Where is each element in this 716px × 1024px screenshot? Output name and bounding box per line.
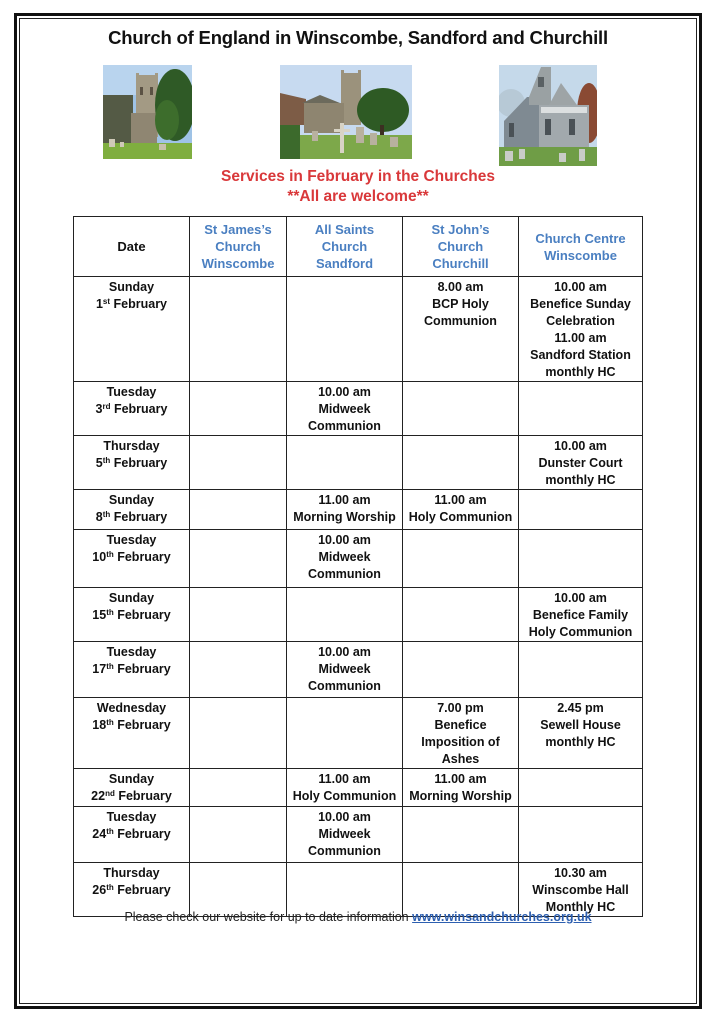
date bbox=[76, 882, 187, 899]
service-line: 10.00 am bbox=[318, 385, 371, 399]
date-cell bbox=[74, 436, 190, 490]
day-number: 1 bbox=[95, 297, 103, 311]
date bbox=[76, 661, 187, 678]
service-line: monthly HC bbox=[545, 473, 616, 487]
header-line: Church bbox=[215, 239, 261, 254]
services-table bbox=[73, 216, 643, 917]
date-cell bbox=[74, 277, 190, 382]
ordinal-suffix: rd bbox=[102, 402, 111, 411]
service-line: 11.00 am bbox=[318, 772, 371, 786]
date-cell bbox=[74, 863, 190, 917]
weekday: Sunday bbox=[108, 772, 155, 786]
header-line: Date bbox=[117, 239, 146, 254]
service-line: Morning Worship bbox=[293, 510, 396, 524]
service-line: Midweek bbox=[318, 550, 371, 564]
service-cell-all-saints-sandford bbox=[287, 530, 403, 588]
service-line: Benefice Sunday bbox=[530, 297, 631, 311]
service-cell-st-james-winscombe bbox=[190, 530, 287, 588]
date-cell bbox=[74, 642, 190, 698]
column-header-st-johns-churchill bbox=[403, 217, 519, 277]
service-cell-church-centre-winscombe bbox=[519, 807, 643, 863]
service-line: Dunster Court bbox=[538, 456, 623, 470]
month: February bbox=[113, 662, 171, 676]
month: February bbox=[113, 550, 171, 564]
weekday: Wednesday bbox=[96, 701, 167, 715]
date bbox=[76, 788, 187, 805]
service-line: Morning Worship bbox=[409, 789, 512, 803]
date bbox=[76, 607, 187, 624]
column-header-all-saints-sandford bbox=[287, 217, 403, 277]
service-line: Holy Communion bbox=[408, 510, 513, 524]
church-photo-st-johns bbox=[499, 65, 597, 166]
ordinal-suffix: th bbox=[106, 718, 114, 727]
service-cell-all-saints-sandford bbox=[287, 769, 403, 807]
service-line: 8.00 am bbox=[437, 280, 484, 294]
service-cell-st-james-winscombe bbox=[190, 698, 287, 769]
service-cell-st-johns-churchill bbox=[403, 436, 519, 490]
month: February bbox=[110, 402, 168, 416]
service-cell-st-johns-churchill bbox=[403, 769, 519, 807]
service-line: 10.00 am bbox=[554, 280, 607, 294]
service-cell-st-johns-churchill bbox=[403, 698, 519, 769]
header-line: Winscombe bbox=[544, 247, 617, 263]
ordinal-suffix: th bbox=[106, 883, 114, 892]
service-cell-church-centre-winscombe bbox=[519, 642, 643, 698]
header-line: St John’s bbox=[431, 222, 490, 237]
ordinal-suffix: th bbox=[106, 662, 114, 671]
day-number: 15 bbox=[92, 608, 107, 622]
weekday: Tuesday bbox=[106, 533, 157, 547]
ordinal-suffix: th bbox=[106, 608, 114, 617]
service-line: 10.00 am bbox=[318, 810, 371, 824]
table-row bbox=[74, 642, 643, 698]
date bbox=[76, 549, 187, 566]
date bbox=[76, 296, 187, 313]
date bbox=[76, 826, 187, 843]
service-cell-st-james-winscombe bbox=[190, 277, 287, 382]
table-row bbox=[74, 490, 643, 530]
table-row bbox=[74, 530, 643, 588]
service-cell-st-james-winscombe bbox=[190, 863, 287, 917]
service-cell-church-centre-winscombe bbox=[519, 863, 643, 917]
church-photo-all-saints bbox=[280, 65, 412, 159]
service-cell-all-saints-sandford bbox=[287, 490, 403, 530]
service-line: BCP Holy bbox=[432, 297, 489, 311]
service-cell-st-james-winscombe bbox=[190, 490, 287, 530]
service-cell-church-centre-winscombe bbox=[519, 530, 643, 588]
service-cell-all-saints-sandford bbox=[287, 588, 403, 642]
month: February bbox=[114, 789, 172, 803]
ordinal-suffix: nd bbox=[105, 789, 115, 798]
date-cell bbox=[74, 807, 190, 863]
weekday: Tuesday bbox=[106, 385, 157, 399]
service-line: 7.00 pm bbox=[437, 701, 484, 715]
service-line: Monthly HC bbox=[545, 900, 616, 914]
date-cell bbox=[74, 382, 190, 436]
service-cell-church-centre-winscombe bbox=[519, 588, 643, 642]
service-line: Winscombe Hall bbox=[532, 883, 629, 897]
service-line: Holy Communion bbox=[292, 789, 397, 803]
table-row bbox=[74, 698, 643, 769]
day-number: 24 bbox=[92, 827, 107, 841]
date bbox=[76, 455, 187, 472]
service-cell-st-johns-churchill bbox=[403, 382, 519, 436]
table-body bbox=[74, 277, 643, 917]
date-cell bbox=[74, 698, 190, 769]
footer-note bbox=[0, 910, 716, 924]
day-number: 17 bbox=[92, 662, 107, 676]
date-cell bbox=[74, 530, 190, 588]
service-cell-church-centre-winscombe bbox=[519, 769, 643, 807]
service-cell-st-johns-churchill bbox=[403, 277, 519, 382]
table-header-row bbox=[74, 217, 643, 277]
service-line: 10.00 am bbox=[318, 533, 371, 547]
table-row bbox=[74, 863, 643, 917]
header-line: Churchill bbox=[432, 256, 489, 271]
day-number: 10 bbox=[92, 550, 107, 564]
month: February bbox=[113, 718, 171, 732]
table-row bbox=[74, 382, 643, 436]
service-cell-all-saints-sandford bbox=[287, 863, 403, 917]
date-cell bbox=[74, 769, 190, 807]
service-line: Ashes bbox=[441, 752, 480, 766]
document-title: Church of England in Winscombe, Sandford and Churchill bbox=[108, 27, 608, 48]
ordinal-suffix: th bbox=[106, 550, 114, 559]
service-line: 11.00 am bbox=[434, 493, 487, 507]
service-cell-st-johns-churchill bbox=[403, 807, 519, 863]
service-cell-st-johns-churchill bbox=[403, 530, 519, 588]
service-line: 11.00 am bbox=[554, 331, 607, 345]
day-number: 22 bbox=[91, 789, 106, 803]
service-line: 10.00 am bbox=[554, 591, 607, 605]
service-cell-st-johns-churchill bbox=[403, 642, 519, 698]
service-cell-church-centre-winscombe bbox=[519, 698, 643, 769]
service-line: Sandford Station bbox=[530, 348, 631, 362]
weekday: Sunday bbox=[108, 591, 155, 605]
service-cell-all-saints-sandford bbox=[287, 436, 403, 490]
service-cell-church-centre-winscombe bbox=[519, 490, 643, 530]
service-cell-church-centre-winscombe bbox=[519, 277, 643, 382]
weekday: Tuesday bbox=[106, 810, 157, 824]
service-cell-st-james-winscombe bbox=[190, 436, 287, 490]
column-header-st-james-winscombe bbox=[190, 217, 287, 277]
date bbox=[76, 717, 187, 734]
ordinal-suffix: th bbox=[102, 510, 111, 519]
month: February bbox=[113, 883, 171, 897]
day-number: 3 bbox=[95, 402, 103, 416]
month: February bbox=[113, 827, 171, 841]
service-cell-st-james-winscombe bbox=[190, 642, 287, 698]
date bbox=[76, 401, 187, 418]
month: February bbox=[110, 297, 168, 311]
service-cell-st-james-winscombe bbox=[190, 807, 287, 863]
service-line: Communion bbox=[424, 314, 497, 328]
service-cell-all-saints-sandford bbox=[287, 807, 403, 863]
day-number: 26 bbox=[92, 883, 107, 897]
date bbox=[76, 509, 187, 526]
table-row bbox=[74, 436, 643, 490]
welcome-subtitle: **All are welcome** bbox=[287, 188, 429, 205]
day-number: 5 bbox=[95, 456, 103, 470]
weekday: Thursday bbox=[103, 866, 160, 880]
service-line: Celebration bbox=[546, 314, 615, 328]
month: February bbox=[110, 456, 168, 470]
service-cell-church-centre-winscombe bbox=[519, 382, 643, 436]
header-line: Church bbox=[437, 239, 484, 254]
header-line: Church Centre bbox=[535, 230, 626, 246]
services-subtitle: Services in February in the Churches bbox=[221, 168, 495, 185]
service-cell-st-johns-churchill bbox=[403, 490, 519, 530]
header-line: All Saints bbox=[314, 222, 375, 237]
weekday: Sunday bbox=[108, 493, 155, 507]
service-cell-all-saints-sandford bbox=[287, 642, 403, 698]
service-line: monthly HC bbox=[545, 365, 616, 379]
service-line: Communion bbox=[308, 419, 381, 433]
service-cell-all-saints-sandford bbox=[287, 698, 403, 769]
service-cell-st-james-winscombe bbox=[190, 769, 287, 807]
service-line: Benefice bbox=[434, 718, 487, 732]
weekday: Tuesday bbox=[106, 645, 157, 659]
service-line: Holy Communion bbox=[528, 625, 633, 639]
service-line: Communion bbox=[308, 679, 381, 693]
table-row bbox=[74, 807, 643, 863]
header-line: Sandford bbox=[315, 256, 374, 271]
weekday: Sunday bbox=[108, 280, 155, 294]
service-line: 2.45 pm bbox=[557, 701, 604, 715]
table-row bbox=[74, 588, 643, 642]
service-line: Midweek bbox=[318, 662, 371, 676]
service-cell-st-johns-churchill bbox=[403, 863, 519, 917]
service-line: monthly HC bbox=[545, 735, 616, 749]
service-line: 10.30 am bbox=[554, 866, 607, 880]
service-cell-st-james-winscombe bbox=[190, 382, 287, 436]
date-cell bbox=[74, 588, 190, 642]
service-line: 10.00 am bbox=[554, 439, 607, 453]
service-line: Communion bbox=[308, 567, 381, 581]
service-line: Midweek bbox=[318, 827, 371, 841]
header-line: Church bbox=[321, 239, 368, 254]
month: February bbox=[113, 608, 171, 622]
date-cell bbox=[74, 490, 190, 530]
service-cell-st-johns-churchill bbox=[403, 588, 519, 642]
service-line: Sewell House bbox=[540, 718, 621, 732]
website-link[interactable]: www.winsandchurches.org.uk bbox=[412, 910, 592, 924]
month: February bbox=[110, 510, 168, 524]
header-line: St James’s bbox=[204, 222, 272, 237]
table-row bbox=[74, 769, 643, 807]
service-line: Imposition of bbox=[421, 735, 500, 749]
service-cell-all-saints-sandford bbox=[287, 277, 403, 382]
service-cell-all-saints-sandford bbox=[287, 382, 403, 436]
day-number: 8 bbox=[95, 510, 103, 524]
service-cell-st-james-winscombe bbox=[190, 588, 287, 642]
church-photo-st-james bbox=[103, 65, 192, 159]
header-line: Winscombe bbox=[201, 256, 275, 271]
column-header-date bbox=[74, 217, 190, 277]
service-line: Midweek bbox=[318, 402, 371, 416]
service-line: 11.00 am bbox=[434, 772, 487, 786]
ordinal-suffix: th bbox=[102, 456, 111, 465]
service-cell-church-centre-winscombe bbox=[519, 436, 643, 490]
footer-text: Please check our website for up to date information bbox=[124, 910, 413, 924]
table-row bbox=[74, 277, 643, 382]
service-line: Communion bbox=[308, 844, 381, 858]
day-number: 18 bbox=[92, 718, 107, 732]
service-line: 11.00 am bbox=[318, 493, 371, 507]
service-line: 10.00 am bbox=[318, 645, 371, 659]
column-header-church-centre-winscombe bbox=[519, 217, 643, 277]
ordinal-suffix: th bbox=[106, 827, 114, 836]
ordinal-suffix: st bbox=[102, 297, 111, 306]
service-line: Benefice Family bbox=[532, 608, 629, 622]
weekday: Thursday bbox=[103, 439, 160, 453]
